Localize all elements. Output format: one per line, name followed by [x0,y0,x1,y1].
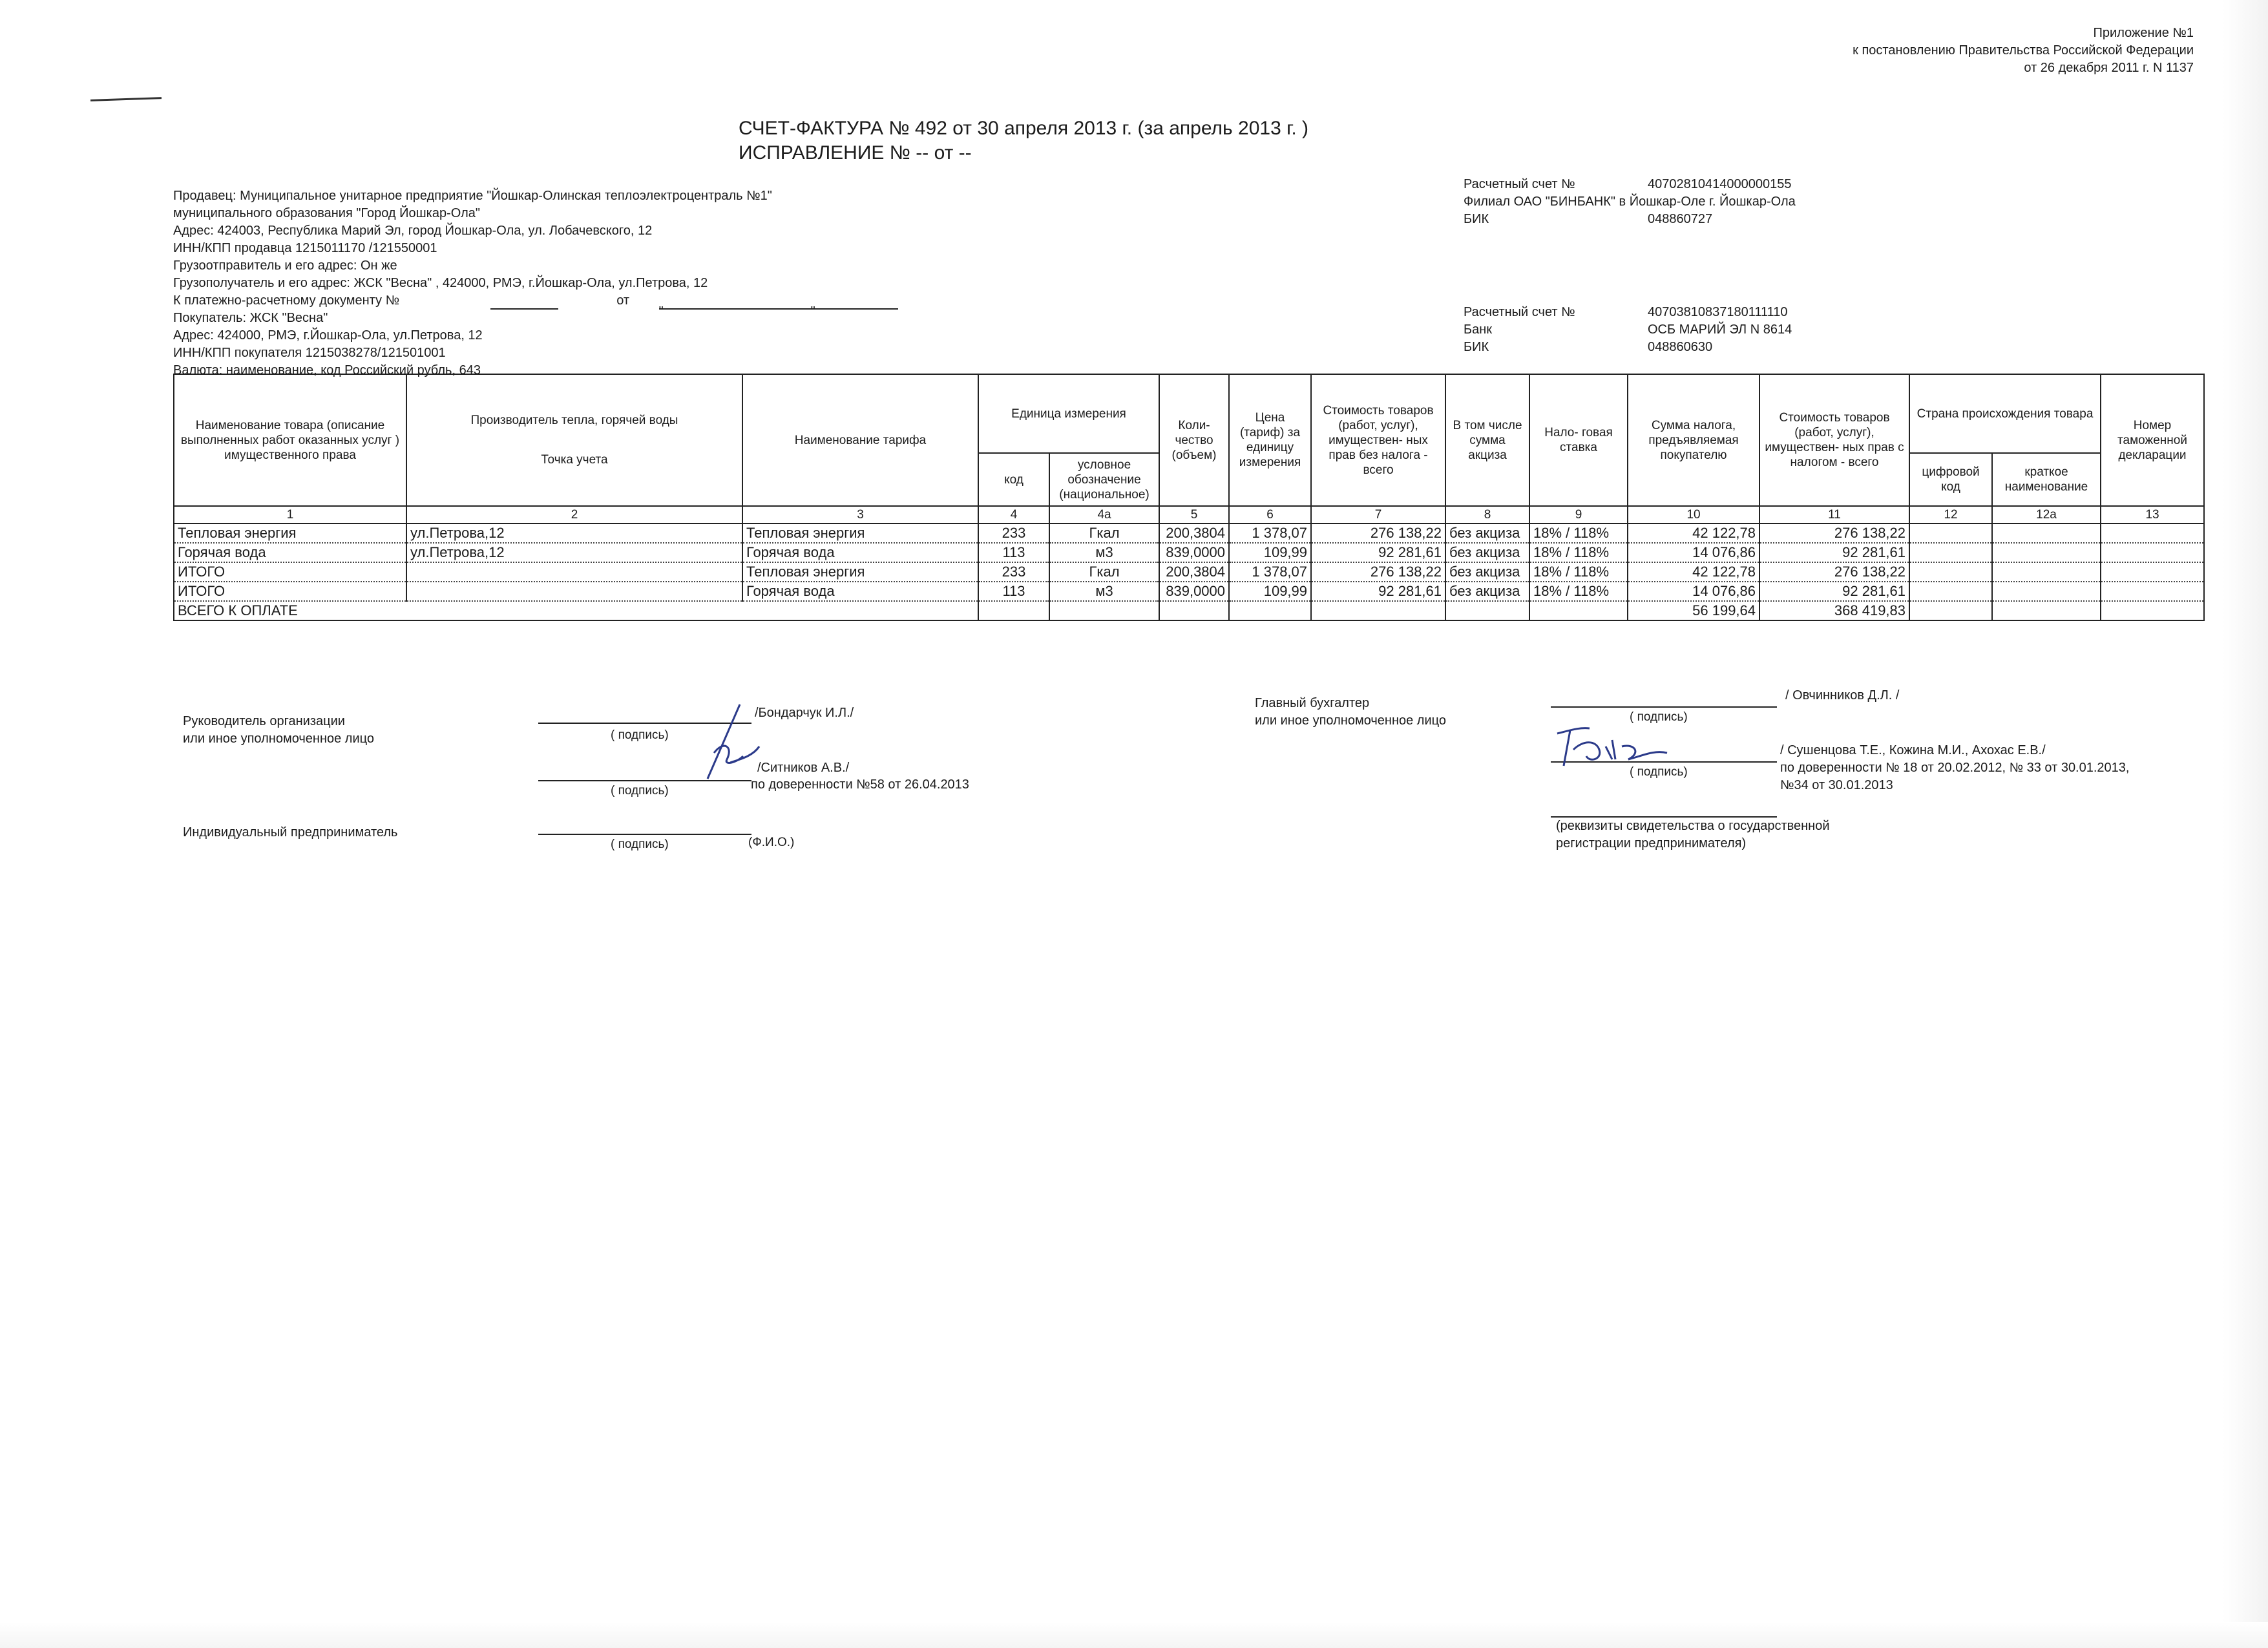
seller-line-2: муниципального образования "Город Йошкар-Ола" [173,206,480,220]
cell-tax: 42 122,78 [1628,562,1759,582]
header-cost-no-tax: Стоимость товаров (работ, услуг), имуществен- ных прав без налога - всего [1311,374,1445,506]
cell-point: ул.Петрова,12 [406,523,742,543]
header-country-name: краткое наименование [1992,453,2101,506]
head-handwritten-signature [695,701,766,792]
payment-document-label: К платежно-расчетному документу № [173,293,400,308]
buyer-bik: 048860630 [1648,340,1713,354]
invoice-title [739,116,1308,165]
accountant-label-2: или иное уполномоченное лицо [1255,713,1447,728]
buyer-account-label: Расчетный счет № [1464,305,1575,319]
cell-name: Горячая вода [174,543,406,562]
cell-empty [1529,601,1628,620]
col-number: 10 [1628,506,1759,523]
cell-name: Тепловая энергия [174,523,406,543]
seller-account-number: 40702810414000000155 [1648,177,1792,191]
cell-point [406,562,742,582]
cell-unit: Гкал [1049,523,1159,543]
header-unit-symbol: условное обозначение (национальное) [1049,453,1159,506]
cell-price: 1 378,07 [1229,562,1311,582]
cell-empty [2101,601,2204,620]
payment-doc-date-blank [658,304,898,319]
header-producer-text: Производитель тепла, горячей воды [470,414,678,427]
podpis-caption: ( подпись) [611,784,669,798]
seller-bank-details [1464,176,1796,228]
col-number: 3 [742,506,978,523]
header-point-text: Точка учета [541,453,608,467]
cell-name: ИТОГО [174,582,406,601]
col-number: 7 [1311,506,1445,523]
buyer-name: Покупатель: ЖСК "Весна" [173,311,328,325]
cell-empty [1159,601,1229,620]
grand-total-row [174,601,2204,620]
table-row [174,543,2204,562]
table-header-row-1 [174,374,2204,453]
pen-dash-mark [90,97,162,101]
col-number: 1 [174,506,406,523]
invoice-table [173,374,2205,621]
accountant-proxy-2: №34 от 30.01.2013 [1780,778,1893,792]
cell-empty [1909,601,1992,620]
podpis-caption: ( подпись) [611,728,669,742]
cell-price: 1 378,07 [1229,523,1311,543]
header-country-code: цифровой код [1909,453,1992,506]
cell-empty [1992,601,2101,620]
cell-rate: 18% / 118% [1529,523,1628,543]
head-proxy: по доверенности №58 от 26.04.2013 [751,777,969,792]
col-number: 6 [1229,506,1311,523]
head-label [183,713,374,748]
cell-tax: 14 076,86 [1628,543,1759,562]
quote-close: " [810,304,815,319]
shipper: Грузоотправитель и его адрес: Он же [173,259,397,273]
cell-rate: 18% / 118% [1529,562,1628,582]
correction-title: ИСПРАВЛЕНИЕ № -- от -- [739,142,972,164]
cell-qty: 839,0000 [1159,582,1229,601]
cell-cost: 276 138,22 [1311,523,1445,543]
appendix-line-3: от 26 декабря 2011 г. N 1137 [2024,61,2194,75]
consignee: Грузополучатель и его адрес: ЖСК "Весна" , 424000, РМЭ, г.Йошкар-Ола, ул.Петрова, 12 [173,276,708,290]
buyer-address: Адрес: 424000, РМЭ, г.Йошкар-Ола, ул.Петрова, 12 [173,328,483,343]
header-unit: Единица измерения [978,374,1159,453]
cell-tax: 14 076,86 [1628,582,1759,601]
fio-caption: (Ф.И.О.) [748,836,795,849]
registration-caption [1556,818,1830,852]
header-customs: Номер таможенной декларации [2101,374,2204,506]
cell-tariff: Горячая вода [742,543,978,562]
accountant-proxy-1: по доверенности № 18 от 20.02.2012, № 33 от 30.01.2013, [1780,761,2130,775]
header-tariff: Наименование тарифа [742,374,978,506]
header-product-name: Наименование товара (описание выполненных работ оказанных услуг ) имущественного права [174,374,406,506]
header-unit-code: код [978,453,1049,506]
grand-total-tax: 56 199,64 [1628,601,1759,620]
col-number: 12 [1909,506,1992,523]
col-number: 4 [978,506,1049,523]
appendix-line-2: к постановлению Правительства Российской Федерации [1853,43,2194,58]
seller-inn: ИНН/КПП продавца 1215011170 /121550001 [173,241,437,255]
col-number: 4а [1049,506,1159,523]
cell-empty [1445,601,1529,620]
cell-code: 233 [978,562,1049,582]
registration-caption-2: регистрации предпринимателя) [1556,836,1747,850]
cell-empty [1909,582,1992,601]
col-number: 2 [406,506,742,523]
cell-code: 233 [978,523,1049,543]
payment-doc-number-blank [490,308,558,310]
cell-empty [2101,562,2204,582]
seller-account-label: Расчетный счет № [1464,177,1575,191]
cell-price: 109,99 [1229,543,1311,562]
cell-rate: 18% / 118% [1529,582,1628,601]
accountant-signature-line-1 [1551,706,1777,708]
col-number: 11 [1759,506,1909,523]
cell-excise: без акциза [1445,582,1529,601]
buyer-bank-name: ОСБ МАРИЙ ЭЛ N 8614 [1648,322,1792,337]
registration-caption-1: (реквизиты свидетельства о государственной [1556,819,1830,833]
cell-empty [1992,543,2101,562]
podpis-caption: ( подпись) [611,838,669,851]
seller-address: Адрес: 424003, Республика Марий Эл, город Йошкар-Ола, ул. Лобачевского, 12 [173,224,653,238]
col-number: 9 [1529,506,1628,523]
payment-doc-from: от [616,293,630,308]
cell-empty [1992,562,2101,582]
cell-tax: 42 122,78 [1628,523,1759,543]
cell-excise: без акциза [1445,562,1529,582]
head-label-2: или иное уполномоченное лицо [183,732,375,746]
header-excise: В том числе сумма акциза [1445,374,1529,506]
quote-open: " [658,304,664,319]
table-row [174,562,2204,582]
cell-empty [1909,562,1992,582]
cell-total: 276 138,22 [1759,562,1909,582]
cell-rate: 18% / 118% [1529,543,1628,562]
cell-tariff: Горячая вода [742,582,978,601]
cell-empty [1909,543,1992,562]
cell-empty [2101,582,2204,601]
seller-line-1: Продавец: Муниципальное унитарное предприятие "Йошкар-Олинская теплоэлектроцентраль №1" [173,189,772,203]
cell-excise: без акциза [1445,523,1529,543]
cell-unit: м3 [1049,543,1159,562]
seller-bank-name: Филиал ОАО "БИНБАНК" в Йошкар-Оле г. Йошкар-Ола [1464,195,1796,209]
accountant-handwritten-signature [1551,714,1686,772]
appendix-note [1853,25,2194,77]
seller-bik-label: БИК [1464,212,1489,226]
accountant-name-1: / Овчинников Д.Л. / [1785,688,1900,703]
header-tax-amount: Сумма налога, предъявляемая покупателю [1628,374,1759,506]
cell-empty [1909,523,1992,543]
cell-name: ИТОГО [174,562,406,582]
accountant-label [1255,695,1446,730]
cell-unit: м3 [1049,582,1159,601]
ip-signature-line [538,834,751,835]
buyer-bik-label: БИК [1464,340,1489,354]
party-info [173,187,898,379]
cell-cost: 92 281,61 [1311,543,1445,562]
cell-excise: без акциза [1445,543,1529,562]
buyer-bank-details [1464,304,1792,356]
col-number: 13 [2101,506,2204,523]
cell-empty [1311,601,1445,620]
currency: Валюта: наименование, код Российский рубль, 643 [173,363,481,377]
cell-qty: 839,0000 [1159,543,1229,562]
cell-qty: 200,3804 [1159,562,1229,582]
cell-empty [1229,601,1311,620]
cell-cost: 92 281,61 [1311,582,1445,601]
cell-price: 109,99 [1229,582,1311,601]
appendix-line-1: Приложение №1 [2093,26,2194,40]
col-number: 8 [1445,506,1529,523]
buyer-account-number: 40703810837180111110 [1648,305,1788,319]
cell-total: 92 281,61 [1759,543,1909,562]
cell-total: 276 138,22 [1759,523,1909,543]
cell-code: 113 [978,582,1049,601]
column-numbers-row [174,506,2204,523]
table-row [174,582,2204,601]
scan-shadow-bottom [0,1622,2268,1648]
header-quantity: Коли- чество (объем) [1159,374,1229,506]
seller-bik: 048860727 [1648,212,1713,226]
cell-point: ул.Петрова,12 [406,543,742,562]
grand-total-label: ВСЕГО К ОПЛАТЕ [174,601,978,620]
table-row [174,523,2204,543]
podpis-caption: ( подпись) [1630,765,1688,779]
header-price: Цена (тариф) за единицу измерения [1229,374,1311,506]
col-number: 12а [1992,506,2101,523]
buyer-bank-label: Банк [1464,322,1493,337]
cell-total: 92 281,61 [1759,582,1909,601]
header-cost-with-tax: Стоимость товаров (работ, услуг), имуществен- ных прав с налогом - всего [1759,374,1909,506]
header-tax-rate: Нало- говая ставка [1529,374,1628,506]
head-label-1: Руководитель организации [183,714,345,728]
invoice-number-title: СЧЕТ-ФАКТУРА № 492 от 30 апреля 2013 г. (за апрель 2013 г. ) [739,118,1309,139]
cell-cost: 276 138,22 [1311,562,1445,582]
accountant-label-1: Главный бухгалтер [1255,696,1370,710]
registration-line [1551,816,1777,818]
cell-empty [2101,523,2204,543]
cell-empty [1992,523,2101,543]
cell-qty: 200,3804 [1159,523,1229,543]
cell-empty [978,601,1049,620]
accountant-proxy [1780,742,2129,794]
head-name-2: /Ситников А.В./ [757,761,850,775]
cell-tariff: Тепловая энергия [742,523,978,543]
cell-code: 113 [978,543,1049,562]
cell-empty [1992,582,2101,601]
accountant-name-2: / Сушенцова Т.Е., Кожина М.И., Ахохас Е.В./ [1780,743,2046,757]
podpis-caption: ( подпись) [1630,710,1688,724]
cell-empty [2101,543,2204,562]
ip-label: Индивидуальный предприниматель [183,825,398,840]
head-name-1: /Бондарчук И.Л./ [755,706,854,720]
header-producer [406,374,742,506]
cell-unit: Гкал [1049,562,1159,582]
grand-total-sum: 368 419,83 [1759,601,1909,620]
cell-tariff: Тепловая энергия [742,562,978,582]
cell-point [406,582,742,601]
cell-empty [1049,601,1159,620]
col-number: 5 [1159,506,1229,523]
header-country: Страна происхождения товара [1909,374,2101,453]
buyer-inn: ИНН/КПП покупателя 1215038278/121501001 [173,346,446,360]
scan-shadow-edge [2223,0,2268,1648]
